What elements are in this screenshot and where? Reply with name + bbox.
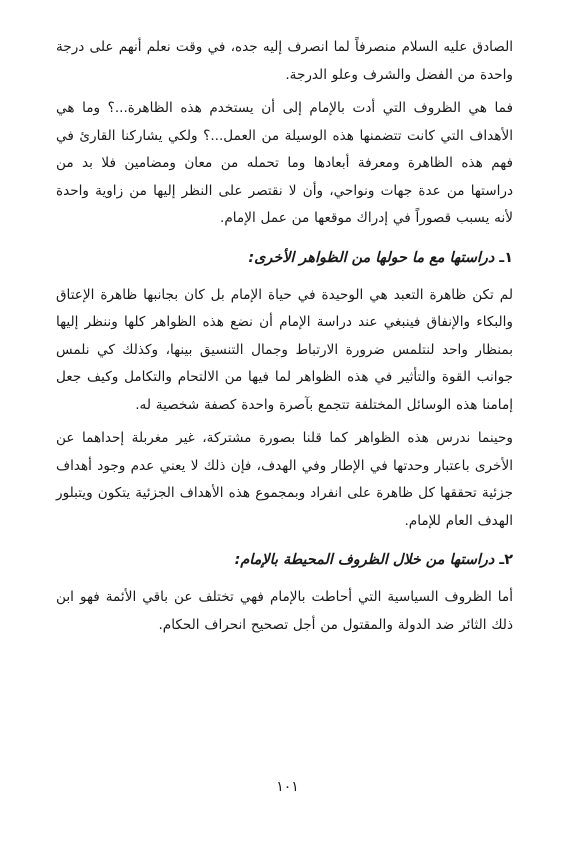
section-2-heading [56,547,513,574]
section-1-title: دراستها مع ما حولها من الظواهر الأخرى: [248,249,495,266]
section-1-paragraph-1: لم تكن ظاهرة التعبد هي الوحيدة في حياة الإمام بل كان بجانبها ظاهرة الإعتاق والبكاء والإنفاق فينبغي عند دراسة الإمام أن نضع هذه الظواهر كلها وننظر إليها بمنظار واحد لنتلمس ضرورة الارتباط وجمال التنسيق بينها، وكذلك كي نلمس جوانب القوة والتأثير في هذه الظواهر لما فيها من الالتحام والتكامل وكيف جعل إمامنا هذه الوسائل المختلفة تتجمع بآصرة واحدة كصفة شخصية له. [56,286,513,413]
page-number: ١٠١ [276,779,299,795]
section-2-paragraph-1: أما الظروف السياسية التي أحاطت بالإمام فهي تختلف عن باقي الأئمة فهو ابن ذلك الثائر ضد الدولة والمقتول من أجل تصحيح انحراف الحكام. [56,589,513,633]
paragraph-continuation: الصادق عليه السلام منصرفاً لما انصرف إليه جده، في وقت نعلم أنهم على درجة واحدة من الفضل والشرف وعلو الدرجة. [56,39,513,83]
paragraph-questions: فما هي الظروف التي أدت بالإمام إلى أن يستخدم هذه الظاهرة...؟ وما هي الأهداف التي كانت تتضمنها هذه الوسيلة من العمل...؟ ولكي يشاركنا القارئ في فهم هذه الظاهرة ومعرفة أبعادها وما تحمله من معان ومضامين فلا بد من دراستها من عدة جهات ونواحي، وأن لا نقتصر على النظر إليها من زاوية واحدة لأنه يسبب قصوراً في إدراك موقعها من عمل الإمام. [56,100,513,226]
section-1-number: ١ـ [499,249,513,266]
page-body [56,34,513,639]
section-1-paragraph-2: وحينما ندرس هذه الظواهر كما قلنا بصورة مشتركة، غير مغربلة إحداهما عن الأخرى باعتبار وحدتها في الإطار وفي الهدف، فإن ذلك لا يعني عدم وجود أهداف جزئية تحققها كل ظاهرة على انفراد وبمجموع هذه الأهداف الجزئية يتكون ويتبلور الهدف العام للإمام. [56,430,513,529]
section-2-number: ٢ـ [499,552,513,568]
section-1-heading [56,245,513,272]
section-2-title: دراستها من خلال الظروف المحيطة بالإمام: [234,552,495,568]
